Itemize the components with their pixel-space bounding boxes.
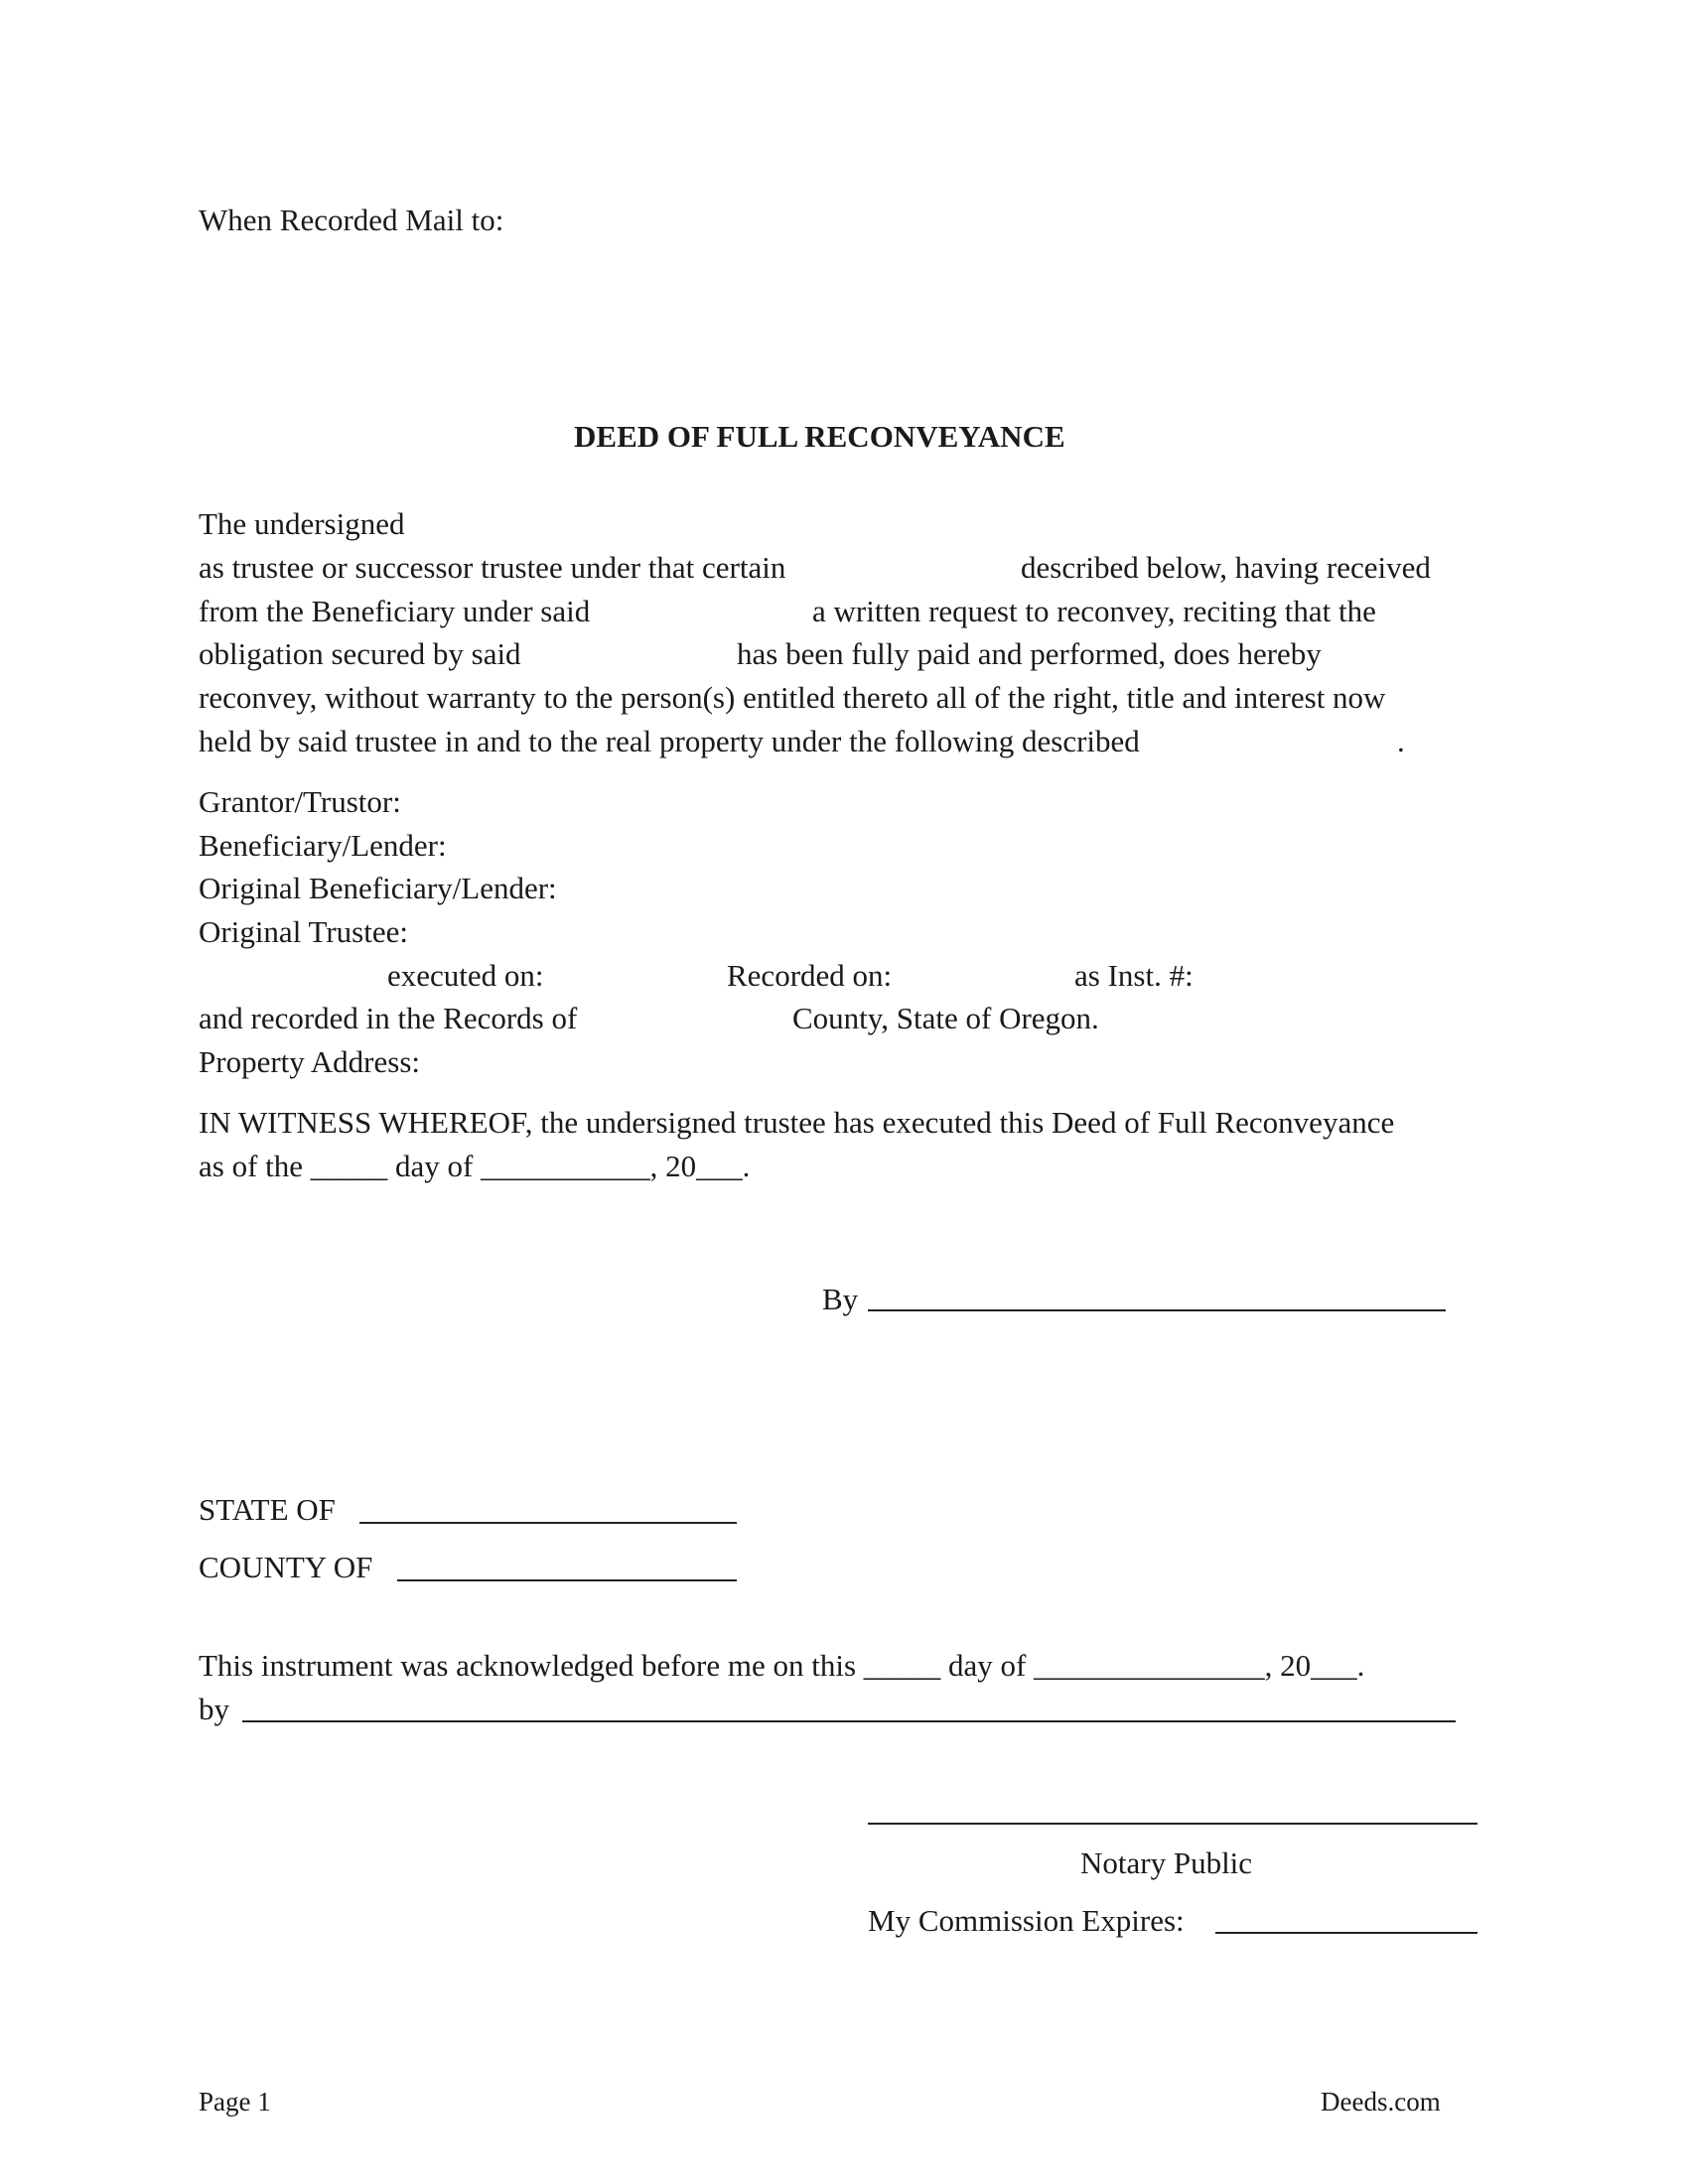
- grantor-label: Grantor/Trustor:: [199, 784, 401, 819]
- document-title: DEED OF FULL RECONVEYANCE: [574, 419, 1065, 454]
- original-trustee-label: Original Trustee:: [199, 914, 408, 949]
- inst-no-label: as Inst. #:: [1074, 958, 1194, 993]
- witness-line-2: as of the _____ day of ___________, 20___.: [199, 1149, 751, 1183]
- notary-signature-line[interactable]: [868, 1823, 1477, 1825]
- body-line-4b: has been fully paid and performed, does hereby: [737, 636, 1322, 671]
- page-number: Page 1: [199, 2087, 271, 2116]
- state-of-line[interactable]: [359, 1522, 737, 1524]
- signature-line[interactable]: [868, 1309, 1446, 1311]
- beneficiary-label: Beneficiary/Lender:: [199, 828, 447, 863]
- body-line-5: reconvey, without warranty to the person(s) entitled thereto all of the right, title and interest now: [199, 680, 1386, 715]
- acknowledgment-line: This instrument was acknowledged before me on this _____ day of _______________, 20___.: [199, 1648, 1365, 1683]
- notary-public-label: Notary Public: [1080, 1845, 1253, 1880]
- county-of-line[interactable]: [397, 1579, 737, 1581]
- original-beneficiary-label: Original Beneficiary/Lender:: [199, 871, 557, 905]
- commission-expires-label: My Commission Expires:: [868, 1903, 1185, 1938]
- witness-line-1: IN WITNESS WHEREOF, the undersigned trustee has executed this Deed of Full Reconveyance: [199, 1105, 1395, 1140]
- body-line-6a: held by said trustee in and to the real property under the following described: [199, 724, 1140, 758]
- acknowledged-by-line[interactable]: [242, 1720, 1456, 1722]
- mail-to-label: When Recorded Mail to:: [199, 203, 504, 237]
- state-of-label: STATE OF: [199, 1492, 336, 1527]
- body-line-3b: a written request to reconvey, reciting that the: [812, 594, 1376, 628]
- body-line-1: The undersigned: [199, 506, 405, 541]
- commission-expires-line[interactable]: [1215, 1932, 1477, 1934]
- acknowledged-by-label: by: [199, 1692, 229, 1726]
- records-of-label: and recorded in the Records of: [199, 1001, 578, 1035]
- executed-on-label: executed on:: [387, 958, 544, 993]
- body-line-2b: described below, having received: [1021, 550, 1431, 585]
- site-name: Deeds.com: [1321, 2087, 1441, 2116]
- recorded-on-label: Recorded on:: [727, 958, 893, 993]
- body-line-2a: as trustee or successor trustee under that certain: [199, 550, 786, 585]
- body-line-3a: from the Beneficiary under said: [199, 594, 591, 628]
- county-of-label: COUNTY OF: [199, 1550, 373, 1584]
- county-state-label: County, State of Oregon.: [792, 1001, 1099, 1035]
- property-address-label: Property Address:: [199, 1044, 421, 1079]
- body-line-4a: obligation secured by said: [199, 636, 521, 671]
- signature-by-label: By: [822, 1282, 859, 1316]
- body-line-6b: .: [1397, 724, 1405, 758]
